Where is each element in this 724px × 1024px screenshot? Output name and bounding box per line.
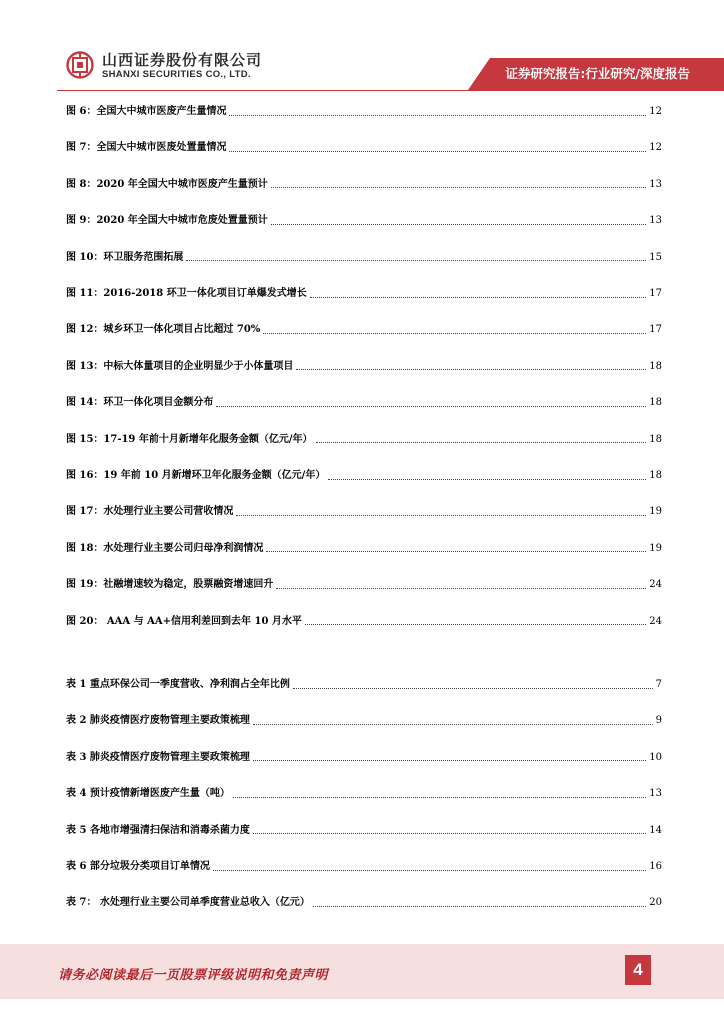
figure-entry-label: 图 20： AAA 与 AA+信用利差回到去年 10 月水平 [66, 615, 302, 627]
page-number: 4 [625, 955, 651, 985]
dot-leader [236, 514, 646, 516]
table-entry[interactable] [66, 712, 662, 730]
figure-entry-page: 18 [649, 470, 662, 481]
figure-entry-label: 图 15：17-19 年前十月新增年化服务金额（亿元/年） [66, 433, 313, 445]
dot-leader [276, 587, 646, 589]
dot-leader [213, 869, 646, 871]
figure-entry-page: 15 [649, 251, 662, 263]
table-entry-label: 表 2 肺炎疫情医疗废物管理主要政策梳理 [66, 715, 250, 727]
figure-entry[interactable] [66, 431, 662, 449]
figure-entry-label: 图 11：2016-2018 环卫一体化项目订单爆发式增长 [66, 288, 307, 299]
dot-leader [229, 150, 646, 152]
figure-entry-page: 24 [649, 615, 662, 627]
figure-entry[interactable] [66, 503, 662, 521]
figure-entry-page: 18 [649, 360, 662, 372]
figure-entry-page: 17 [649, 288, 662, 299]
figure-entry[interactable] [66, 321, 662, 339]
figure-entry[interactable] [66, 249, 662, 267]
figure-entry-label: 图 12：城乡环卫一体化项目占比超过 70% [66, 324, 261, 336]
dot-leader [263, 332, 646, 334]
figure-entry-label: 图 19：社融增速较为稳定，股票融资增速回升 [66, 579, 274, 591]
figure-entry[interactable] [66, 176, 662, 194]
figure-entry-page: 12 [649, 142, 662, 154]
figure-entry[interactable] [66, 358, 662, 376]
figure-entry[interactable] [66, 613, 662, 631]
figure-entry-label: 图 18：水处理行业主要公司归母净利润情况 [66, 542, 264, 554]
table-entry-label: 表 5 各地市增强清扫保洁和消毒杀菌力度 [66, 824, 250, 836]
report-type-label: 证券研究报告:行业研究/深度报告 [505, 66, 690, 81]
figure-entry[interactable] [66, 467, 662, 485]
dot-leader [216, 405, 646, 407]
company-name-cn: 山西证券股份有限公司 [102, 51, 263, 69]
table-entry-page: 7 [655, 679, 662, 690]
figure-entry-label: 图 6：全国大中城市医废产生量情况 [66, 106, 227, 117]
figure-entry-label: 图 17：水处理行业主要公司营收情况 [66, 506, 234, 518]
dot-leader [253, 759, 646, 761]
table-entry[interactable] [66, 676, 662, 694]
dot-leader [328, 478, 646, 480]
table-entry[interactable] [66, 822, 662, 840]
table-entry-page: 16 [649, 861, 662, 872]
table-entry-page: 14 [649, 824, 662, 836]
table-entry-label: 表 1 重点环保公司一季度营收、净利润占全年比例 [66, 679, 290, 690]
dot-leader [296, 368, 646, 370]
dot-leader [253, 723, 653, 725]
figure-entry-label: 图 16：19 年前 10 月新增环卫年化服务金额（亿元/年） [66, 470, 326, 481]
header-divider [57, 90, 724, 91]
figure-entry-page: 18 [649, 433, 662, 445]
figure-entry-page: 18 [649, 397, 662, 409]
figure-entry[interactable] [66, 540, 662, 558]
table-entry[interactable] [66, 785, 662, 803]
figure-entry-page: 13 [649, 178, 662, 190]
figure-entry-label: 图 10：环卫服务范围拓展 [66, 251, 184, 263]
dot-leader [233, 796, 646, 798]
dot-leader [305, 623, 646, 625]
figure-entry[interactable] [66, 103, 662, 121]
figure-entry[interactable] [66, 576, 662, 594]
dot-leader [271, 223, 647, 225]
figure-entry-label: 图 7：全国大中城市医废处置量情况 [66, 142, 227, 154]
table-entry-label: 表 3 肺炎疫情医疗废物管理主要政策梳理 [66, 751, 250, 763]
table-entry[interactable] [66, 894, 662, 912]
figure-entry-label: 图 9：2020 年全国大中城市危废处置量预计 [66, 215, 268, 227]
figure-entry-label: 图 13：中标大体量项目的企业明显少于小体量项目 [66, 360, 294, 372]
dot-leader [310, 296, 647, 298]
figure-entry-page: 24 [649, 579, 662, 591]
table-entry-label: 表 4 预计疫情新增医废产生量（吨） [66, 788, 230, 800]
table-entry-label: 表 7： 水处理行业主要公司单季度营业总收入（亿元） [66, 897, 310, 909]
page-header [0, 0, 724, 100]
figure-entry-page: 19 [649, 506, 662, 518]
figure-entry-page: 17 [649, 324, 662, 336]
company-logo-icon [66, 51, 94, 79]
dot-leader [293, 687, 653, 689]
dot-leader [271, 186, 647, 188]
figure-entry[interactable] [66, 139, 662, 157]
company-name-en: SHANXI SECURITIES CO., LTD. [102, 69, 251, 80]
disclaimer-note: 请务必阅读最后一页股票评级说明和免责声明 [58, 968, 329, 983]
figure-entry-page: 12 [649, 106, 662, 117]
figure-entry-label: 图 8：2020 年全国大中城市医废产生量预计 [66, 178, 268, 190]
dot-leader [266, 550, 646, 552]
figure-entry[interactable] [66, 212, 662, 230]
dot-leader [186, 259, 646, 261]
figure-entry-page: 19 [649, 542, 662, 554]
table-entry[interactable] [66, 749, 662, 767]
figure-entry-page: 13 [649, 215, 662, 227]
figure-entry[interactable] [66, 285, 662, 303]
dot-leader [313, 905, 646, 907]
dot-leader [316, 441, 647, 443]
figure-entry[interactable] [66, 394, 662, 412]
table-entry[interactable] [66, 858, 662, 876]
dot-leader [253, 832, 646, 834]
dot-leader [229, 114, 646, 116]
table-entry-label: 表 6 部分垃圾分类项目订单情况 [66, 861, 210, 872]
figure-entry-label: 图 14：环卫一体化项目金额分布 [66, 397, 214, 409]
table-entry-page: 20 [649, 897, 662, 909]
table-entry-page: 10 [649, 751, 662, 763]
table-entry-page: 9 [655, 715, 662, 727]
table-entry-page: 13 [649, 788, 662, 800]
